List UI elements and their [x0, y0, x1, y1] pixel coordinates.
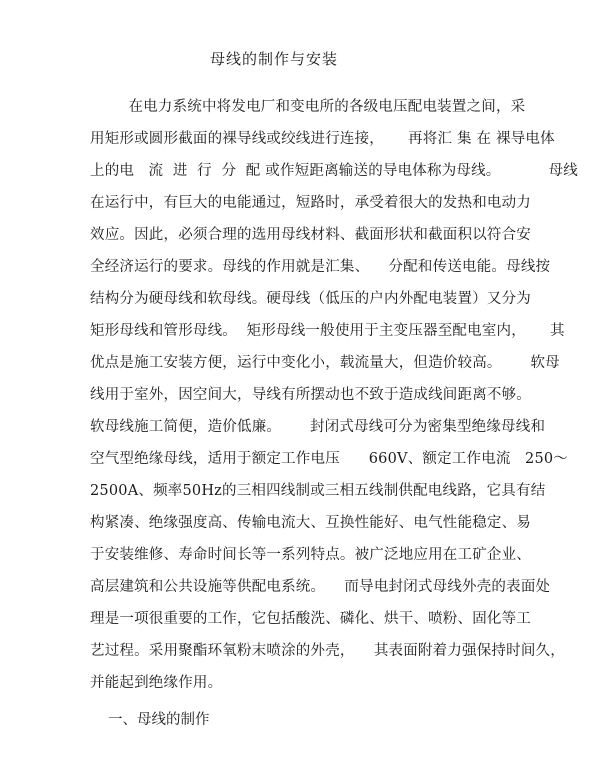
paragraph-line: 于安装维修、寿命时间长等一系列特点。被广泛地应用在工矿企业、 [90, 547, 531, 563]
paragraph-line: 在运行中，有巨大的电能通过，短路时，承受着很大的发热和电动力 [90, 195, 531, 211]
paragraph-line: 在电力系统中将发电厂和变电所的各级电压配电装置之间，采 [90, 99, 526, 115]
paragraph-line: 并能起到绝缘作用。 [90, 675, 223, 691]
paragraph-line: 用矩形或圆形截面的裸导线或绞线进行连接， 再将汇 集 在 裸导电体 [90, 131, 555, 147]
paragraph-line: 线用于室外，因空间大，导线有所摆动也不致于造成线间距离不够。 [90, 387, 531, 403]
paragraph-line: 艺过程。采用聚酯环氧粉末喷涂的外壳， 其表面附着力强保持时间久， [90, 643, 565, 659]
paragraph-line: 效应。因此，必须合理的选用母线材料、截面形状和截面积以符合安 [90, 227, 531, 243]
paragraph-line: 理是一项很重要的工作，它包括酸洗、磷化、烘干、喷粉、固化等工 [90, 611, 531, 627]
paragraph-line: 矩形母线和管形母线。 矩形母线一般使用于主变压器至配电室内， 其 [90, 323, 565, 339]
section-heading: 一、母线的制作 [108, 712, 210, 728]
paragraph-line: 软母线施工简便，造价低廉。 封闭式母线可分为密集型绝缘母线和 [90, 419, 546, 435]
paragraph-line: 2500A、频率50Hz的三相四线制或三相五线制供配电线路，它具有结 [90, 483, 546, 499]
paragraph-line: 结构分为硬母线和软母线。硬母线（低压的户内外配电装置）又分为 [90, 291, 531, 307]
paragraph-line: 高层建筑和公共设施等供配电系统。 而导电封闭式母线外壳的表面处 [90, 579, 551, 595]
document-title: 母线的制作与安装 [209, 50, 338, 68]
paragraph-line: 空气型绝缘母线，适用于额定工作电压 660V、额定工作电流 250～ [90, 451, 569, 467]
paragraph-line: 优点是施工安装方便，运行中变化小，载流量大，但造价较高。 软母 [90, 355, 560, 371]
paragraph-line: 全经济运行的要求。母线的作用就是汇集、 分配和传送电能。母线按 [90, 259, 551, 275]
paragraph-line: 上的电 流 进 行 分 配 或作短距离输送的导电体称为母线。 母线 [90, 163, 578, 179]
paragraph-line: 构紧凑、绝缘强度高、传输电流大、互换性能好、电气性能稳定、易 [90, 515, 531, 531]
